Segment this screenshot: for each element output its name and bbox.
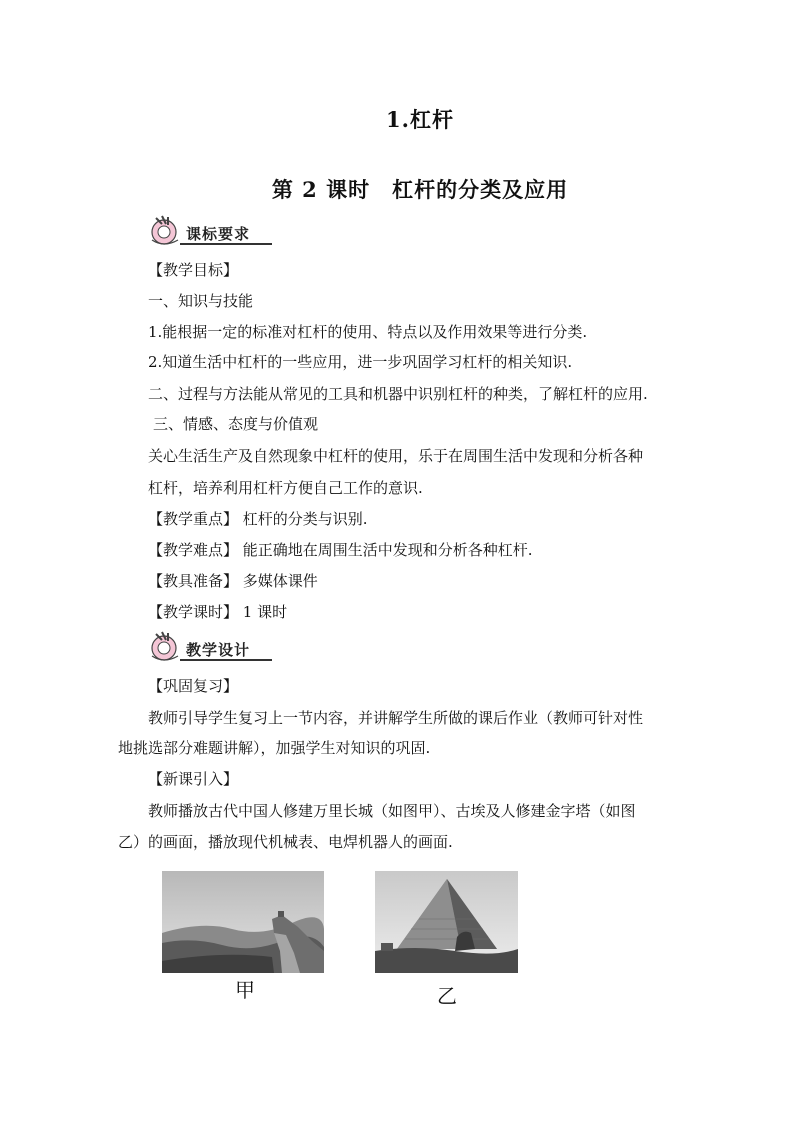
knowledge-item-2: 2.知道生活中杠杆的一些应用，进一步巩固学习杠杆的相关知识. xyxy=(148,353,573,371)
banner-underline xyxy=(180,659,272,661)
knowledge-item-1: 1.能根据一定的标准对杠杆的使用、特点以及作用效果等进行分类. xyxy=(148,323,588,341)
review-line-2: 地挑选部分难题讲解），加强学生对知识的巩固. xyxy=(118,739,431,757)
banner-underline xyxy=(180,243,272,245)
lesson-topic: 杠杆的分类及应用 xyxy=(392,177,569,202)
intro-heading: 【新课引入】 xyxy=(148,770,239,788)
emotion-heading: 三、情感、态度与价值观 xyxy=(153,415,319,433)
pencil-badge-icon xyxy=(148,214,188,246)
intro-line-2: 乙）的画面，播放现代机械表、电焊机器人的画面. xyxy=(118,833,453,851)
objectives-heading: 【教学目标】 xyxy=(148,261,239,279)
lesson-subtitle xyxy=(0,174,794,204)
review-heading: 【巩固复习】 xyxy=(148,677,239,695)
materials: 【教具准备】 多媒体课件 xyxy=(148,572,318,590)
caption-b: 乙 xyxy=(437,984,457,1008)
page-title: 1.杠杆 xyxy=(386,107,454,132)
great-wall-photo xyxy=(162,871,324,973)
emotion-line-2: 杠杆，培养利用杠杆方便自己工作的意识. xyxy=(148,479,423,497)
emotion-line-1: 关心生活生产及自然现象中杠杆的使用，乐于在周围生活中发现和分析各种 xyxy=(148,447,644,465)
process-line: 二、过程与方法能从常见的工具和机器中识别杠杆的种类，了解杠杆的应用. xyxy=(148,385,648,403)
caption-a: 甲 xyxy=(235,978,255,1002)
review-line-1: 教师引导学生复习上一节内容，并讲解学生所做的课后作业（教师可针对性 xyxy=(148,709,644,727)
key-point: 【教学重点】 杠杆的分类与识别. xyxy=(148,510,368,528)
knowledge-heading: 一、知识与技能 xyxy=(148,292,254,310)
pencil-badge-icon xyxy=(148,630,188,662)
class-hours: 【教学课时】 1 课时 xyxy=(148,603,288,621)
section-banner-design xyxy=(148,630,274,660)
banner-label: 教学设计 xyxy=(186,641,251,659)
banner-label: 课标要求 xyxy=(186,225,251,243)
section-banner-requirements xyxy=(148,214,274,244)
pyramid-photo xyxy=(375,871,518,973)
lesson-number: 第 2 课时 xyxy=(271,177,371,202)
intro-line-1: 教师播放古代中国人修建万里长城（如图甲）、古埃及人修建金字塔（如图 xyxy=(148,802,636,820)
difficulty: 【教学难点】 能正确地在周围生活中发现和分析各种杠杆. xyxy=(148,541,533,559)
